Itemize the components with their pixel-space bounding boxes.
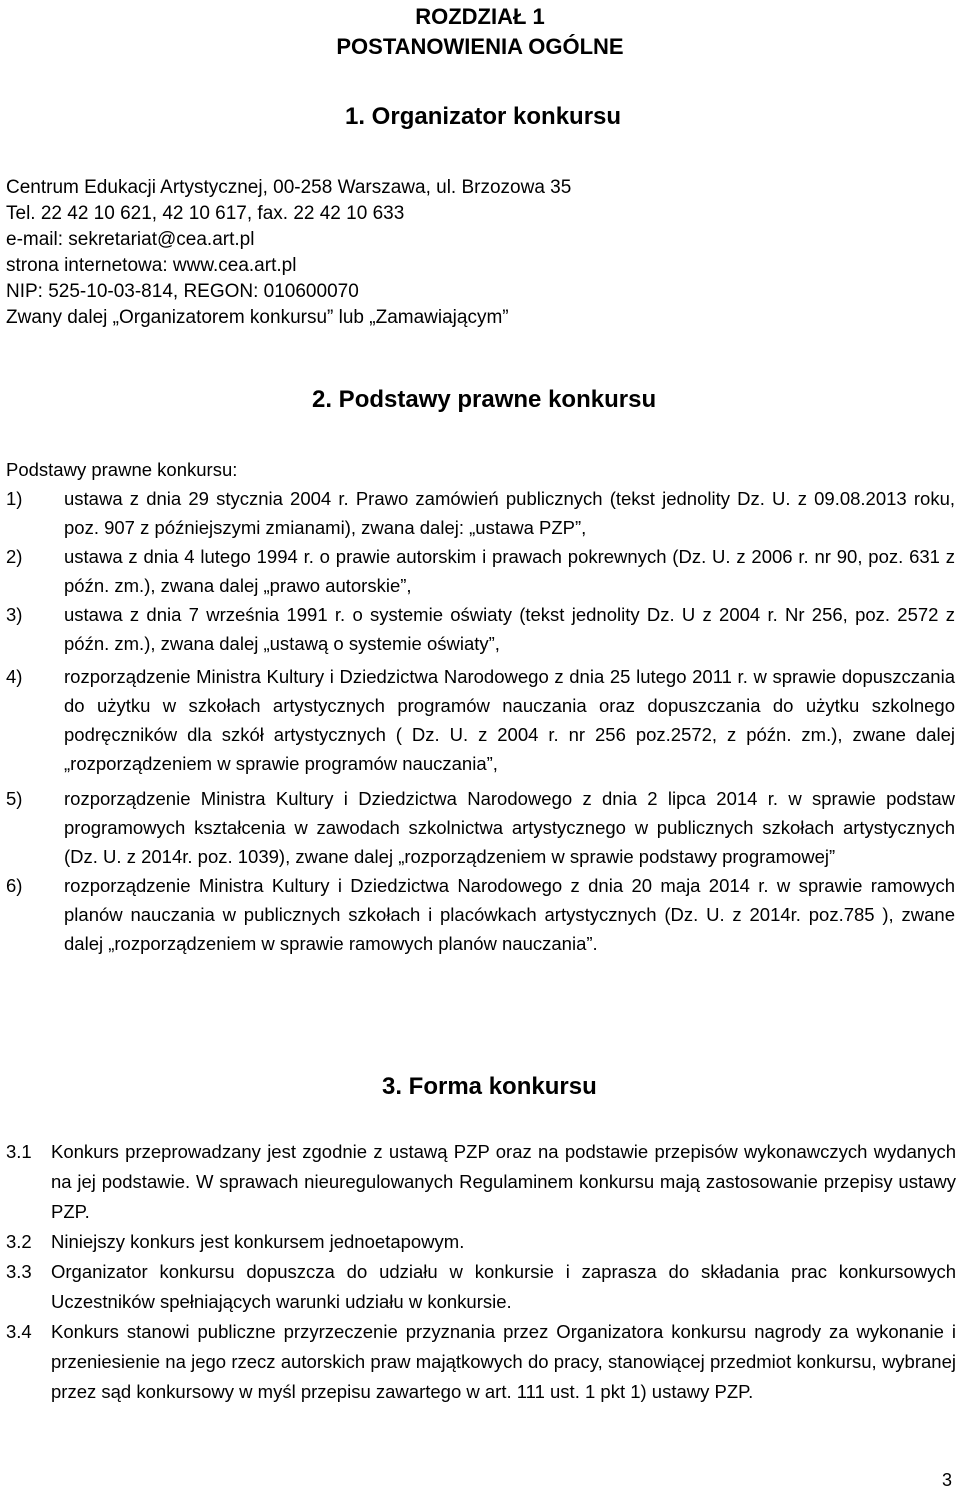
list-item bbox=[6, 662, 955, 778]
section3-heading: 3. Forma konkursu bbox=[382, 1073, 597, 1100]
paragraph bbox=[6, 1137, 956, 1227]
organizer-email: e-mail: sekretariat@cea.art.pl bbox=[6, 229, 255, 250]
paragraph-number: 3.3 bbox=[6, 1261, 32, 1282]
organizer-details bbox=[6, 175, 946, 331]
organizer-alias: Zwany dalej „Organizatorem konkursu” lub „Zamawiającym” bbox=[6, 307, 509, 328]
list-item bbox=[6, 871, 955, 958]
item-number: 5) bbox=[6, 788, 23, 809]
organizer-nip-regon: NIP: 525-10-03-814, REGON: 010600070 bbox=[6, 281, 359, 302]
legal-basis-list bbox=[6, 455, 955, 958]
page-number: 3 bbox=[941, 1470, 952, 1490]
list-item bbox=[6, 600, 955, 658]
paragraph-text: Konkurs przeprowadzany jest zgodnie z ustawą PZP oraz na podstawie przepisów wykonawczych wydanych na jej podstawie. W sprawach nieuregulowanych Regulaminem konkursu mają zastosowanie przepisy ustawy PZP. bbox=[51, 1141, 956, 1222]
organizer-website: strona internetowa: www.cea.art.pl bbox=[6, 255, 297, 276]
paragraph-text: Organizator konkursu dopuszcza do udziału w konkursie i zaprasza do składania prac konkursowych Uczestników spełniających warunki udziału w konkursie. bbox=[51, 1261, 956, 1312]
section1-heading: 1. Organizator konkursu bbox=[345, 103, 622, 130]
item-text: ustawa z dnia 7 września 1991 r. o systemie oświaty (tekst jednolity Dz. U z 2004 r. Nr 256, poz. 2572 z późn. zm.), zwana dalej „ustawą o systemie oświaty”, bbox=[64, 604, 955, 654]
legal-basis-intro: Podstawy prawne konkursu: bbox=[6, 459, 238, 480]
organizer-address: Centrum Edukacji Artystycznej, 00-258 Warszawa, ul. Brzozowa 35 bbox=[6, 177, 572, 198]
item-text: ustawa z dnia 4 lutego 1994 r. o prawie autorskim i prawach pokrewnych (Dz. U. z 2006 r. nr 90, poz. 631 z późn. zm.), zwana dalej „prawo autorskie”, bbox=[64, 546, 955, 596]
paragraph bbox=[6, 1227, 956, 1257]
item-number: 2) bbox=[6, 546, 23, 567]
section2-heading: 2. Podstawy prawne konkursu bbox=[312, 386, 657, 413]
paragraph-text: Konkurs stanowi publiczne przyrzeczenie przyznania przez Organizatora konkursu nagrody za wykonanie i przeniesienie na jego rzecz autorskich praw majątkowych do pracy, stanowiącej przedmiot konkursu, wybranej przez sąd konkursowy w myśl przepisu zawartego w art. 111 ust. 1 pkt 1) ustawy PZP. bbox=[51, 1321, 956, 1402]
paragraph-number: 3.4 bbox=[6, 1321, 32, 1342]
paragraph bbox=[6, 1317, 956, 1407]
item-number: 3) bbox=[6, 604, 23, 625]
paragraph-text: Niniejszy konkurs jest konkursem jednoetapowym. bbox=[51, 1231, 465, 1252]
list-item bbox=[6, 784, 955, 871]
item-number: 1) bbox=[6, 488, 23, 509]
paragraph-number: 3.1 bbox=[6, 1141, 32, 1162]
paragraph-number: 3.2 bbox=[6, 1231, 32, 1252]
organizer-phone: Tel. 22 42 10 621, 42 10 617, fax. 22 42 10 633 bbox=[6, 203, 405, 224]
item-text: ustawa z dnia 29 stycznia 2004 r. Prawo zamówień publicznych (tekst jednolity Dz. U. z 09.08.2013 roku, poz. 907 z późniejszymi zmianami), zwana dalej: „ustawa PZP”, bbox=[64, 488, 955, 538]
item-number: 4) bbox=[6, 666, 23, 687]
list-item bbox=[6, 542, 955, 600]
chapter-subtitle: POSTANOWIENIA OGÓLNE bbox=[336, 34, 624, 59]
paragraph bbox=[6, 1257, 956, 1317]
contest-form-section bbox=[6, 1137, 956, 1407]
item-text: rozporządzenie Ministra Kultury i Dziedzictwa Narodowego z dnia 2 lipca 2014 r. w sprawie podstaw programowych kształcenia w zawodach szkolnictwa artystycznego w publicznych szkołach artystycznych (Dz. U. z 2014r. poz. 1039), zwane dalej „rozporządzeniem w sprawie podstawy programowej” bbox=[64, 788, 955, 867]
item-text: rozporządzenie Ministra Kultury i Dziedzictwa Narodowego z dnia 20 maja 2014 r. w sprawie ramowych planów nauczania w publicznych szkołach i placówkach artystycznych (Dz. U. z 2014r. poz.785 ), zwane dalej „rozporządzeniem w sprawie ramowych planów nauczania”. bbox=[64, 875, 955, 954]
item-text: rozporządzenie Ministra Kultury i Dziedzictwa Narodowego z dnia 25 lutego 2011 r. w sprawie dopuszczania do użytku w szkołach artystycznych programów nauczania oraz dopuszczania do użytku szkolnego podręczników dla szkół artystycznych ( Dz. U. z 2004 r. nr 256 poz.2572, z późn. zm.), zwane dalej „rozporządzeniem w sprawie programów nauczania”, bbox=[64, 666, 955, 774]
item-number: 6) bbox=[6, 875, 23, 896]
list-item bbox=[6, 484, 955, 542]
chapter-title: ROZDZIAŁ 1 bbox=[415, 4, 545, 29]
